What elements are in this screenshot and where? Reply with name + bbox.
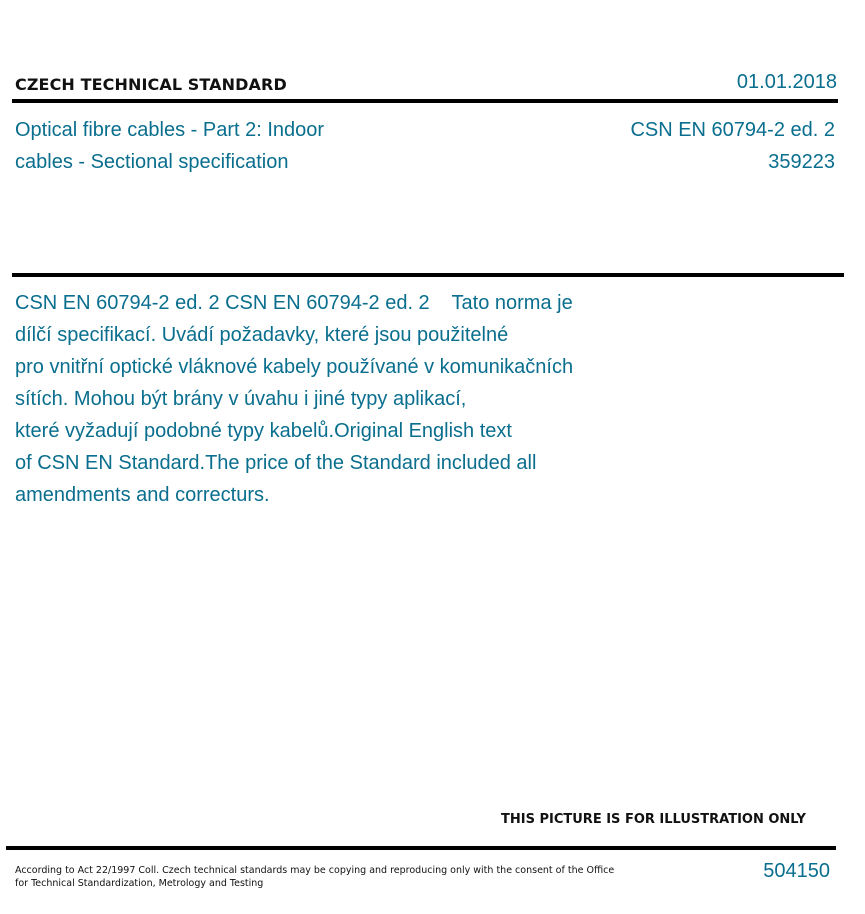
description-line: of CSN EN Standard.The price of the Standard included all [15, 452, 537, 474]
description-line: pro vnitřní optické vláknové kabely používané v komunikačních [15, 356, 574, 378]
description-line: CSN EN 60794-2 ed. 2 CSN EN 60794-2 ed. 2 Tato norma je [15, 292, 573, 314]
copyright-notice-line: According to Act 22/1997 Coll. Czech technical standards may be copying and reproducing only with the consent of the Office [15, 865, 615, 876]
standard-title-line: cables - Sectional specification [15, 151, 289, 173]
standard-description [15, 287, 625, 511]
description-line: které vyžadují podobné typy kabelů.Original English text [15, 420, 512, 442]
standard-title [15, 114, 375, 178]
description-line: dílčí specifikací. Uvádí požadavky, které jsou použitelné [15, 324, 509, 346]
section-divider [12, 273, 844, 277]
copyright-notice [15, 864, 615, 890]
standard-identifiers [630, 114, 835, 178]
header-divider [12, 99, 838, 103]
description-line: amendments and correcturs. [15, 484, 270, 506]
class-number: 359223 [768, 151, 835, 173]
standard-code: CSN EN 60794-2 ed. 2 [630, 119, 835, 141]
standard-title-line: Optical fibre cables - Part 2: Indoor [15, 119, 325, 141]
publication-date: 01.01.2018 [736, 71, 837, 93]
illustration-disclaimer: THIS PICTURE IS FOR ILLUSTRATION ONLY [501, 812, 806, 827]
standard-type-label: CZECH TECHNICAL STANDARD [15, 75, 287, 94]
description-line: sítích. Mohou být brány v úvahu i jiné typy aplikací, [15, 388, 467, 410]
footer-divider [6, 846, 836, 850]
catalog-number: 504150 [763, 860, 830, 882]
copyright-notice-line: for Technical Standardization, Metrology and Testing [15, 878, 264, 889]
